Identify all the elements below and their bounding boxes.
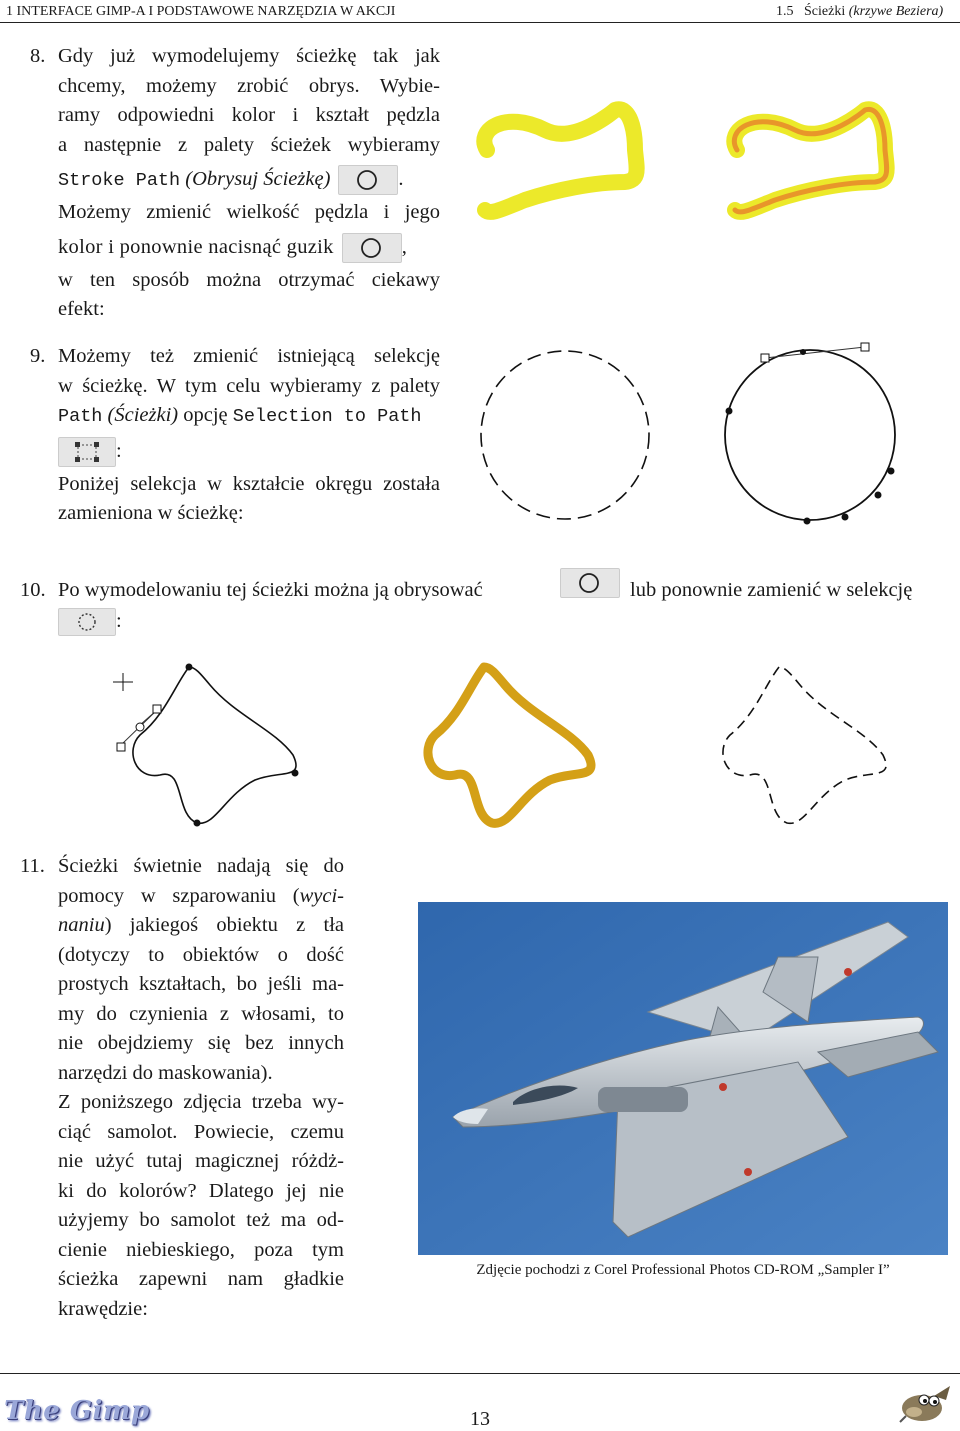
text-line: Ścieżki świetnie nadają się do: [58, 855, 344, 877]
item-11-number: 11.: [20, 855, 45, 877]
section-subtitle: (krzywe Beziera): [848, 4, 944, 19]
item-11-text: [58, 852, 344, 1324]
the-gimp-logo: The Gimp: [4, 1396, 150, 1426]
text-end: :: [116, 610, 122, 632]
italic-text: wyci-: [299, 884, 344, 907]
mono-text: Stroke Path: [58, 170, 181, 191]
text-line: chcemy, możemy zrobić obrys. Wybie-: [58, 74, 440, 97]
item-9-text: [58, 342, 440, 529]
selection-to-path-button: [58, 437, 116, 467]
text-line: efekt:: [58, 298, 105, 320]
text-span: ) jakiegoś obiektu z tła: [104, 914, 344, 936]
italic-text: naniu: [58, 914, 105, 936]
item-8-text: [58, 42, 440, 325]
section-title: Ścieżki: [804, 4, 846, 19]
yellow-orange-stroke-illustration: [715, 90, 915, 230]
selection-button: [58, 608, 116, 636]
text-line: nie obejdziemy się bez innych: [58, 1032, 344, 1054]
item-10-line2: [58, 606, 122, 636]
header-rule: [0, 22, 960, 23]
circle-path-illustration: [715, 335, 915, 535]
item-10-line1b: lub ponownie zamienić w selekcję: [630, 579, 913, 601]
page-number: 13: [470, 1408, 490, 1430]
stroke-path-button-icon: [561, 569, 619, 597]
text-line: [58, 432, 440, 470]
text-line: [58, 911, 344, 941]
footer-rule: [0, 1373, 960, 1374]
text-line: ścieżka zapewni nam gładkie: [58, 1268, 344, 1290]
text-line: ramy odpowiedni kolor i kształt pędzla: [58, 104, 440, 126]
selection-to-path-button-icon: [59, 438, 115, 466]
text-line: ki do kolorów? Dlatego jej nie: [58, 1179, 344, 1202]
italic-text: (Ścieżki): [107, 404, 179, 426]
text-span: opcję: [183, 404, 228, 426]
text-line: w ścieżkę. W tym celu wybieramy z palety: [58, 374, 440, 397]
text-line: cienie niebieskiego, poza tym: [58, 1238, 344, 1261]
text-end: ,: [401, 235, 407, 258]
text-line: krawędzie:: [58, 1297, 148, 1320]
gold-stroked-shape: [400, 655, 610, 835]
running-header-right: [776, 4, 943, 20]
mono-text: Selection to Path: [232, 406, 422, 427]
text-line: a następnie z palety ścieżek wybieramy: [58, 133, 440, 156]
text-line: my do czynienia z włosami, to: [58, 1002, 344, 1025]
stroke-path-button: [342, 233, 402, 263]
item-10-number: 10.: [20, 579, 46, 601]
text-span: pomocy w szparowaniu (: [58, 884, 300, 907]
stroke-path-button-icon: [339, 166, 397, 194]
yellow-stroke-illustration: [465, 90, 665, 230]
text-line: ciąć samolot. Powiecie, czemu: [58, 1120, 344, 1143]
text-line: Poniżej selekcja w kształcie okręgu została: [58, 472, 440, 495]
text-span: kolor i ponownie nacisnąć guzik: [58, 235, 334, 258]
text-line: prostych kształtach, bo jeśli ma-: [58, 973, 344, 995]
text-line: [58, 160, 440, 198]
stroke-path-button: [338, 165, 398, 195]
item-10-line1a: Po wymodelowaniu tej ścieżki można ją obrysować: [58, 579, 483, 601]
photo-caption: Zdjęcie pochodzi z Corel Professional Photos CD-ROM „Sampler I”: [476, 1262, 890, 1278]
selection-icon: [59, 609, 115, 635]
text-line: nie użyć tutaj magicznej różdż-: [58, 1150, 344, 1172]
jet-fighter-photo: [418, 902, 948, 1255]
item-8-number: 8.: [30, 45, 46, 67]
dashed-selection-shape: [695, 655, 905, 835]
stroke-path-button-icon: [343, 234, 401, 262]
text-line: [58, 401, 440, 432]
stroke-path-button: [560, 568, 620, 598]
text-line: narzędzi do maskowania).: [58, 1061, 273, 1084]
dashed-circle-selection: [470, 340, 670, 530]
text-line: Możemy zmienić wielkość pędzla i jego: [58, 201, 440, 223]
text-line: użyjemy bo samolot też ma od-: [58, 1209, 344, 1231]
edited-path-illustration: [105, 655, 315, 835]
running-header-left: 1 INTERFACE GIMP-A I PODSTAWOWE NARZĘDZIA W AKCJI: [6, 4, 396, 19]
italic-text: (Obrysuj Ścieżkę): [185, 168, 331, 190]
text-line: zamieniona w ścieżkę:: [58, 502, 244, 524]
text-end: :: [116, 439, 122, 462]
mono-text: Path: [58, 406, 103, 427]
item-9-number: 9.: [30, 345, 46, 367]
text-end: .: [398, 168, 404, 190]
gimp-mascot-icon: [898, 1382, 954, 1426]
text-line: Gdy już wymodelujemy ścieżkę tak jak: [58, 45, 440, 67]
text-line: [58, 228, 440, 266]
text-line: Z poniższego zdjęcia trzeba wy-: [58, 1091, 344, 1113]
text-line: w ten sposób można otrzymać ciekawy: [58, 268, 440, 291]
text-line: (dotyczy to obiektów o dość: [58, 943, 344, 966]
section-number: 1.5: [776, 4, 794, 19]
text-line: Możemy też zmienić istniejącą selekcję: [58, 345, 440, 367]
text-line: [58, 882, 344, 912]
